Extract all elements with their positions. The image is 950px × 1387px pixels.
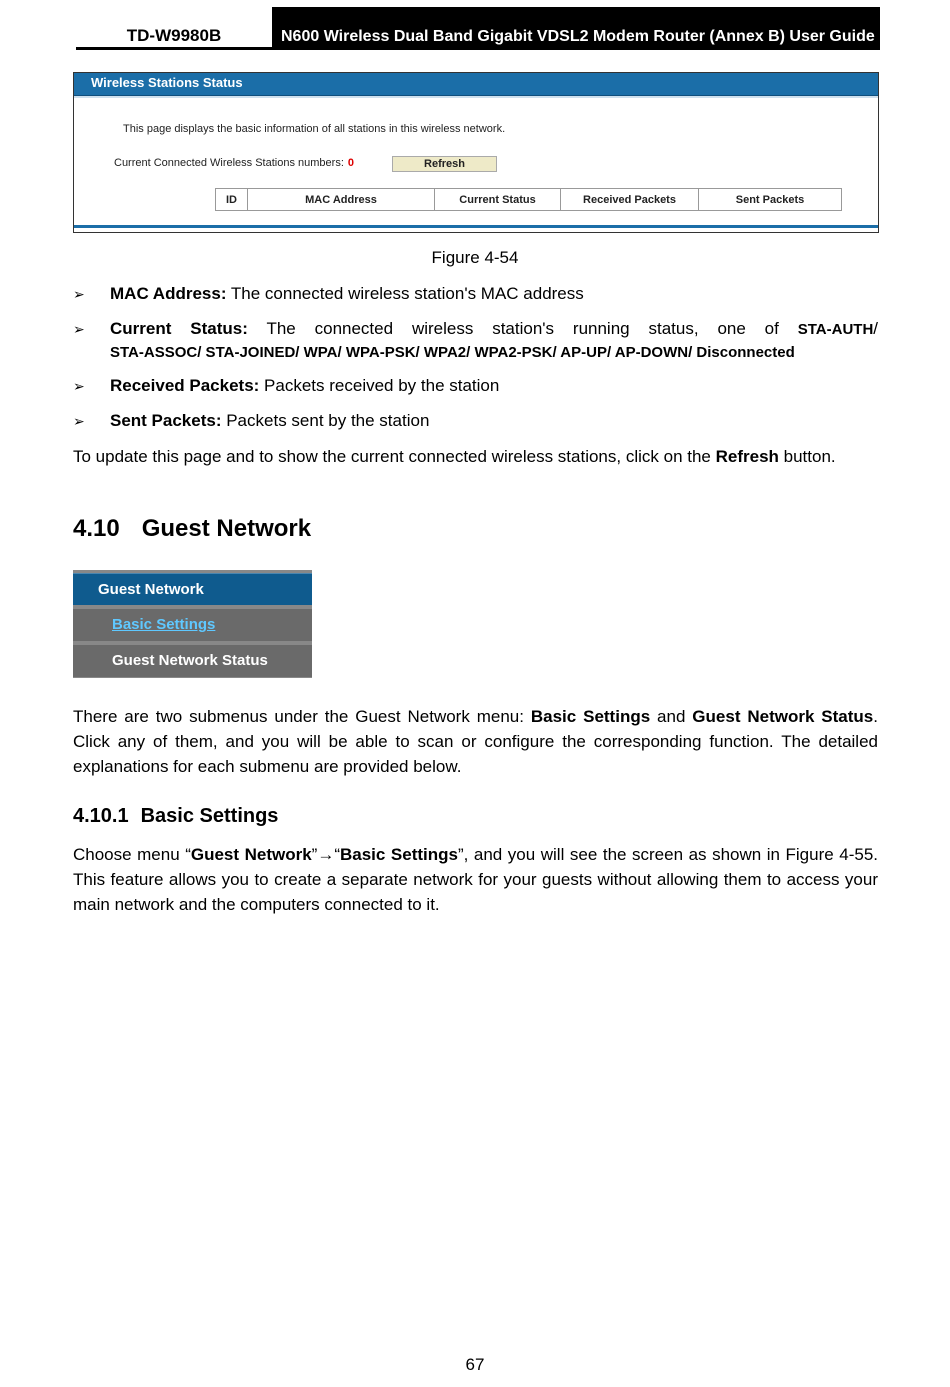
column-header-sent: Sent Packets <box>699 189 842 211</box>
paragraph-text: and <box>650 707 693 726</box>
bullet-arrow-icon: ➢ <box>73 321 85 337</box>
paragraph-text: To update this page and to show the current connected wireless stations, click on the <box>73 447 716 466</box>
bullet-term: Sent Packets: <box>110 411 222 430</box>
header-model: TD-W9980B <box>76 26 272 50</box>
subsection-number: 4.10.1 <box>73 805 129 827</box>
bullet-term: Received Packets: <box>110 376 260 395</box>
paragraph-bold: Basic Settings <box>530 707 651 726</box>
station-count-label: Current Connected Wireless Stations numbers: <box>114 157 344 169</box>
header-title: N600 Wireless Dual Band Gigabit VDSL2 Modem Router (Annex B) User Guide <box>272 7 880 50</box>
bullet-sent-packets <box>73 409 878 433</box>
bullet-text: The connected wireless station's MAC address <box>226 284 584 303</box>
column-header-mac: MAC Address <box>248 189 435 211</box>
refresh-paragraph <box>73 444 878 469</box>
page-number: 67 <box>465 1355 485 1374</box>
paragraph-text: button. <box>778 447 836 466</box>
section-number: 4.10 <box>73 515 120 542</box>
bullet-received-packets <box>73 374 878 398</box>
paragraph-bold: Refresh <box>715 447 779 466</box>
paragraph-bold: Basic Settings <box>340 845 458 864</box>
subsection-heading <box>73 805 278 828</box>
status-values-line1: STA-AUTH <box>797 321 874 338</box>
bullet-arrow-icon: ➢ <box>73 286 85 302</box>
screenshot-bottom-bar <box>74 225 878 228</box>
table-header-row <box>216 189 842 211</box>
bullet-arrow-icon: ➢ <box>73 413 85 429</box>
column-header-status: Current Status <box>435 189 561 211</box>
bullet-text: The connected wireless station's running status, one of <box>247 319 798 338</box>
paragraph-bold: Guest Network Status <box>692 707 874 726</box>
subsection-title: Basic Settings <box>140 805 279 827</box>
menu-basic-settings[interactable]: Basic Settings <box>73 609 312 641</box>
bullet-text: Packets sent by the station <box>221 411 430 430</box>
paragraph-text: Choose menu “ <box>73 845 191 864</box>
column-header-id: ID <box>216 189 248 211</box>
station-count-value: 0 <box>347 157 355 169</box>
status-values-line2: STA-ASSOC/ STA-JOINED/ WPA/ WPA-PSK/ WPA2/ WPA2-PSK/ AP-UP/ AP-DOWN/ Disconnected <box>110 344 795 361</box>
guest-network-menu <box>73 570 312 678</box>
paragraph-text: . Click any of them, and you will be able to scan or configure the corresponding function. The detailed explanations for each submenu are provided below. <box>73 707 878 776</box>
bullet-text: Packets received by the station <box>259 376 500 395</box>
refresh-button[interactable]: Refresh <box>392 156 497 172</box>
paragraph-bold: Guest Network <box>190 845 312 864</box>
bullet-mac-address <box>73 282 878 306</box>
paragraph-text: ”, and you will see the screen as shown in Figure 4-55. This feature allows you to create a separate network for your guests without allowing them to access your main network and the computers connected to it. <box>73 845 878 914</box>
wireless-stations-status-screenshot <box>73 72 879 233</box>
section-heading <box>73 515 311 543</box>
bullet-current-status: ➢ Current Status: The connected wireless station's running status, one of STA-AUTH/ STA-ASSOC/ STA-JOINED/ WPA/ WPA-PSK/ WPA2/ WPA2-PSK/ AP-UP/ AP-DOWN/ Disconnected <box>73 317 878 364</box>
paragraph-arrow: ”→“ <box>311 845 340 864</box>
paragraph-text: There are two submenus under the Guest Network menu: <box>73 707 531 726</box>
bullet-arrow-icon: ➢ <box>73 378 85 394</box>
screenshot-divider <box>74 96 878 98</box>
stations-table <box>215 188 842 211</box>
screenshot-title: Wireless Stations Status <box>74 73 878 96</box>
section-title: Guest Network <box>141 515 312 542</box>
menu-guest-network-status[interactable]: Guest Network Status <box>73 645 312 677</box>
bullet-term: Current Status: <box>110 319 248 338</box>
station-count <box>114 157 354 169</box>
basic-settings-paragraph <box>73 842 878 917</box>
screenshot-description: This page displays the basic information of all stations in this wireless network. <box>123 123 506 135</box>
figure-caption: Figure 4-54 <box>431 248 519 267</box>
column-header-received: Received Packets <box>561 189 699 211</box>
bullet-term: MAC Address: <box>110 284 227 303</box>
menu-guest-network[interactable]: Guest Network <box>73 573 312 605</box>
submenu-paragraph <box>73 704 878 779</box>
